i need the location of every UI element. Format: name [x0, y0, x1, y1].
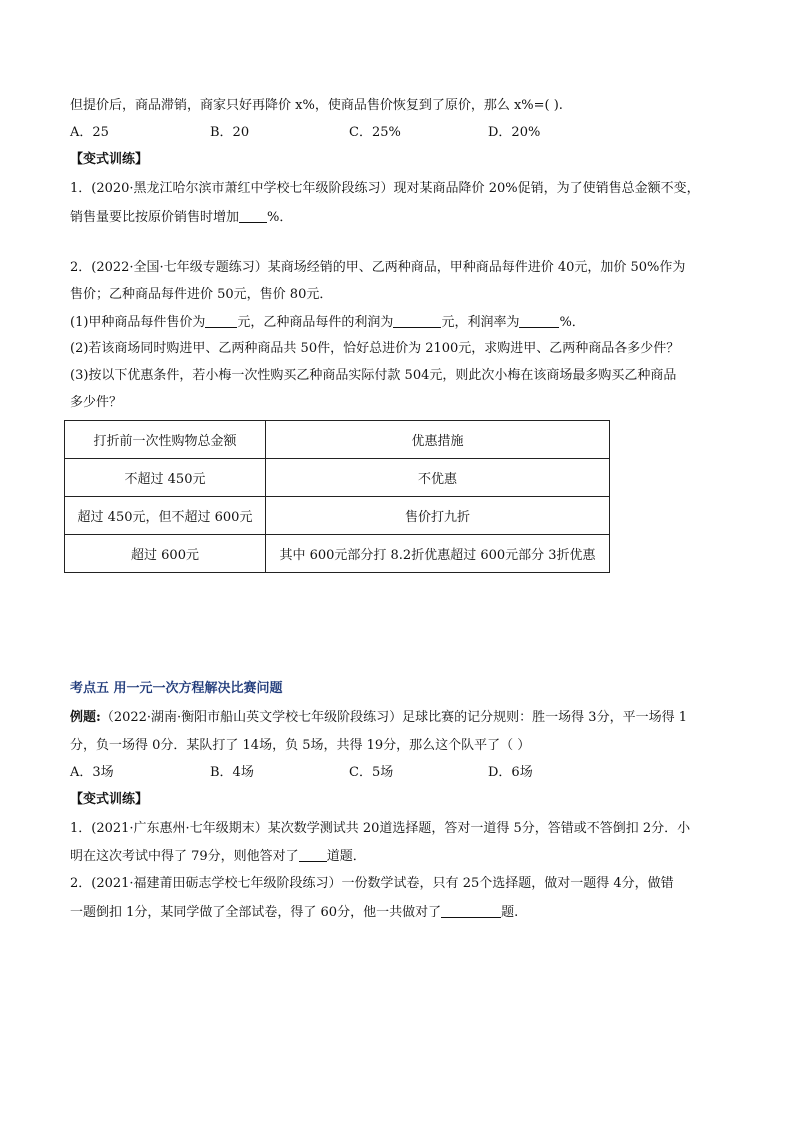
table-row: [65, 497, 610, 535]
example-label: 例题:: [70, 710, 101, 725]
table-header-cell: 打折前一次性购物总金额: [65, 421, 266, 459]
table-cell: 售价打九折: [266, 497, 610, 535]
option-a: A．3场: [70, 765, 114, 780]
table-cell: 超过 450元，但不超过 600元: [65, 497, 266, 535]
variant1-q1-line1: 1．(2020·黑龙江哈尔滨市萧红中学校七年级阶段练习）现对某商品降价 20%促销，为了使销售总金额不变，: [70, 181, 700, 196]
v2-unit: 题.: [501, 905, 519, 920]
section-title: 考点五 用一元一次方程解决比赛问题: [70, 681, 283, 696]
sub1-text-c: 元，利润率为: [441, 315, 520, 330]
v1-unit: 道题．: [326, 849, 366, 864]
variant-training-heading: 【变式训练】: [70, 792, 149, 807]
option-b: B．20: [210, 125, 250, 140]
v2-text: 一题倒扣 1分，某同学做了全部试卷，得了 60分，他一共做对了: [70, 905, 442, 920]
variant1-q2-sub3-line2: 多少件？: [70, 395, 123, 410]
variant2-q2-line1: 2．(2021·福建莆田砺志学校七年级阶段练习）一份数学试卷，只有 25个选择题，做对一题得 4分，做错: [70, 876, 674, 891]
variant1-q2-sub3-line1: (3)按以下优惠条件，若小梅一次性购买乙种商品实际付款 504元，则此次小梅在该商场最多购买乙种商品: [70, 368, 677, 383]
option-c: C．5场: [349, 765, 394, 780]
table-cell: 不优惠: [266, 459, 610, 497]
q1-text: 销售量要比按原价销售时增加: [70, 210, 240, 225]
table-header-row: [65, 421, 610, 459]
example-line1: [70, 709, 687, 727]
table-cell: 超过 600元: [65, 535, 266, 573]
sub1-text-d: %．: [559, 315, 585, 330]
q1-unit: %．: [267, 210, 293, 225]
table-row: [65, 459, 610, 497]
question-stem: 但提价后，商品滞销，商家只好再降价 x%，使商品售价恢复到了原价，那么 x%=( ).: [70, 98, 563, 113]
answer-blank: [519, 313, 559, 328]
variant2-q1-line2: [70, 847, 366, 866]
sub1-text-b: 元，乙种商品每件的利润为: [237, 315, 394, 330]
variant1-q1-line2: [70, 208, 292, 227]
variant1-q2-sub2: (2)若该商场同时购进甲、乙两种商品共 50件，恰好总进价为 2100元，求购进甲、乙两种商品各多少件？: [70, 341, 680, 356]
table-row: [65, 535, 610, 573]
option-d: D．6场: [488, 765, 533, 780]
table-header-cell: 优惠措施: [266, 421, 610, 459]
option-d: D．20%: [488, 125, 541, 140]
variant2-q2-line2: [70, 903, 518, 922]
answer-blank: [239, 208, 267, 223]
answer-blank: [299, 847, 327, 862]
variant2-q1-line1: 1．(2021·广东惠州·七年级期末）某次数学测试共 20道选择题，答对一道得 5分，答错或不答倒扣 2分．小: [70, 821, 691, 836]
example-line2: 分，负一场得 0分．某队打了 14场，负 5场，共得 19分，那么这个队平了（ ）: [70, 738, 531, 753]
table-cell: 其中 600元部分打 8.2折优惠超过 600元部分 3折优惠: [266, 535, 610, 573]
option-b: B．4场: [210, 765, 254, 780]
variant-training-heading: 【变式训练】: [70, 152, 149, 167]
v1-text: 明在这次考试中得了 79分，则他答对了: [70, 849, 299, 864]
variant1-q2-line1: 2．(2022·全国·七年级专题练习）某商场经销的甲、乙两种商品，甲种商品每件进价 40元，加价 50%作为: [70, 260, 686, 275]
answer-blank: [441, 903, 501, 918]
option-a: A．25: [70, 125, 109, 140]
answer-blank: [393, 313, 441, 328]
variant1-q2-line2: 售价；乙种商品每件进价 50元，售价 80元．: [70, 287, 333, 302]
answer-blank: [205, 313, 237, 328]
variant1-q2-sub1: [70, 313, 585, 332]
table-cell: 不超过 450元: [65, 459, 266, 497]
sub1-text-a: (1)甲种商品每件售价为: [70, 315, 206, 330]
option-c: C．25%: [349, 125, 401, 140]
discount-table: [64, 420, 610, 573]
example-text: （2022·湖南·衡阳市船山英文学校七年级阶段练习）足球比赛的记分规则：胜一场得 3分，平一场得 1: [100, 710, 687, 725]
